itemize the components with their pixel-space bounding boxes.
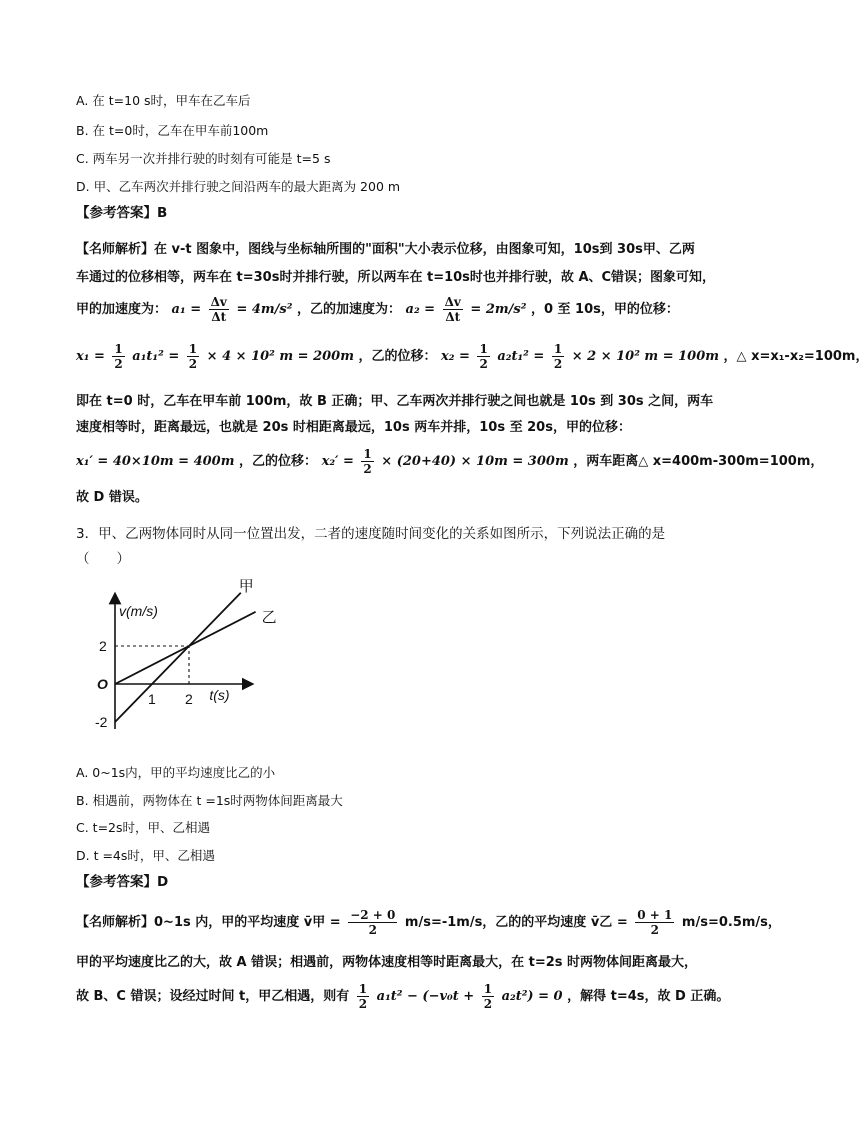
formula-x2-prime: x₂′ = [321,454,354,469]
explanation-text: 甲的加速度为： [76,302,168,317]
formula-a2: a₂ = [405,302,436,317]
acceleration-line [76,296,679,323]
fraction: $\frac{1}{2}$ [553,342,563,371]
formula-a2-value: = 2m/s² [470,302,527,317]
formula-x1-mid: a₁t₁² = [132,349,180,364]
explanation-text: 故 B、C 错误；设经过时间 t，甲乙相遇，则有 [76,989,350,1004]
option-d: D. t =4s时，甲、乙相遇 [76,848,215,863]
fraction: $\frac{1}{2}$ [188,342,198,371]
formula-x1-prime: x₁′ = 40×10m = 400m [76,454,235,469]
question-3-blank: （ ） [76,551,130,567]
origin-label: O [97,676,108,692]
formula-x2: x₂ = [441,349,470,364]
average-velocity-line [76,909,781,936]
reference-answer: 【参考答案】D [76,874,169,890]
explanation-line: 故 D 错误。 [76,490,148,505]
option-a: A. 在 t=10 s时，甲车在乙车后 [76,93,251,108]
formula-x2-value: × 2 × 10² m = 100m [571,349,720,364]
x-tick-label: 1 [148,691,156,707]
meeting-equation-line [76,983,729,1010]
series-label-1: 甲 [238,576,254,595]
fraction: $\frac{-2 + 0}{2}$ [350,908,396,937]
explanation-line: 【名师解析】在 v-t 图象中，图线与坐标轴所围的"面积"大小表示位移，由图象可知，10s到 30s甲、乙两 [76,242,695,257]
explanation-text: ，两车距离△ x=400m-300m=100m， [573,454,824,469]
option-b: B. 相遇前，两物体在 t =1s时两物体间距离最大 [76,793,343,808]
fraction: $\frac{\Delta v}{\Delta t}$ [444,295,461,324]
explanation-text: ，乙的位移： [239,454,318,469]
explanation-line: 速度相等时，距离最远，也就是 20s 时相距离最远，10s 两车并排，10s 至 20s，甲的位移： [76,420,631,435]
x-axis-label: t(s) [209,687,230,703]
formula-x1-value: × 4 × 10² m = 200m [206,349,354,364]
formula-x2-mid: a₂t₁² = [497,349,545,364]
velocity-time-graph [80,576,277,750]
fraction: $\frac{1}{2}$ [358,982,368,1011]
explanation-text: ，0 至 10s，甲的位移： [530,302,679,317]
question-3-stem: 3．甲、乙两物体同时从同一位置出发，二者的速度随时间变化的关系如图所示，下列说法正确的是 [76,526,666,542]
formula-meet-rhs: a₂t²) = 0 [501,989,563,1004]
formula-a1-value: = 4m/s² [236,302,293,317]
reference-answer: 【参考答案】B [76,205,168,221]
x-tick-label: 2 [185,691,193,707]
series-line-2 [115,612,256,684]
explanation-text: ，△ x=x₁-x₂=100m， [723,349,868,364]
explanation-line: 即在 t=0 时，乙车在甲车前 100m，故 B 正确；甲、乙车两次并排行驶之间也就是 10s 到 30s 之间，两车 [76,394,714,409]
fraction: $\frac{1}{2}$ [479,342,488,371]
option-c: C. 两车另一次并排行驶的时刻有可能是 t=5 s [76,151,331,166]
fraction: $\frac{\Delta v}{\Delta t}$ [210,295,227,324]
explanation-text: 【名师解析】0~1s 内，甲的平均速度 v̄甲 = [76,915,341,930]
formula-meet-mid: a₁t² − (−v₀t + [376,989,475,1004]
fraction: $\frac{1}{2}$ [483,982,493,1011]
y-tick-label: 2 [99,638,107,654]
explanation-text: m/s=0.5m/s， [681,915,781,930]
formula-x2-prime-value: × (20+40) × 10m = 300m [381,454,569,469]
series-label-2: 乙 [261,607,277,626]
explanation-line: 甲的平均速度比乙的大，故 A 错误；相遇前，两物体速度相等时距离最大，在 t=2s 时两物体间距离最大， [76,955,698,970]
explanation-text: ，乙的加速度为： [296,302,401,317]
option-c: C. t=2s时，甲、乙相遇 [76,820,211,835]
formula-a1: a₁ = [171,302,202,317]
displacement-line-2 [76,448,823,475]
option-d: D. 甲、乙车两次并排行驶之间沿两车的最大距离为 200 m [76,179,401,194]
explanation-line: 车通过的位移相等，两车在 t=30s时并排行驶，所以两车在 t=10s时也并排行驶，故 A、C错误；图象可知， [76,270,716,285]
explanation-text: m/s=-1m/s，乙的的平均速度 v̄乙 = [404,915,628,930]
explanation-text: ，乙的位移： [358,349,437,364]
fraction: $\frac{0 + 1}{2}$ [637,908,673,937]
y-tick-label: -2 [95,714,108,730]
fraction: $\frac{1}{2}$ [114,342,123,371]
y-axis-label: v(m/s) [119,603,158,619]
formula-x1: x₁ = [76,349,105,364]
option-b: B. 在 t=0时，乙车在甲车前100m [76,123,269,138]
explanation-text: ，解得 t=4s，故 D 正确。 [567,989,730,1004]
fraction: $\frac{1}{2}$ [363,447,372,476]
displacement-line [76,343,868,370]
option-a: A. 0~1s内，甲的平均速度比乙的小 [76,765,276,780]
